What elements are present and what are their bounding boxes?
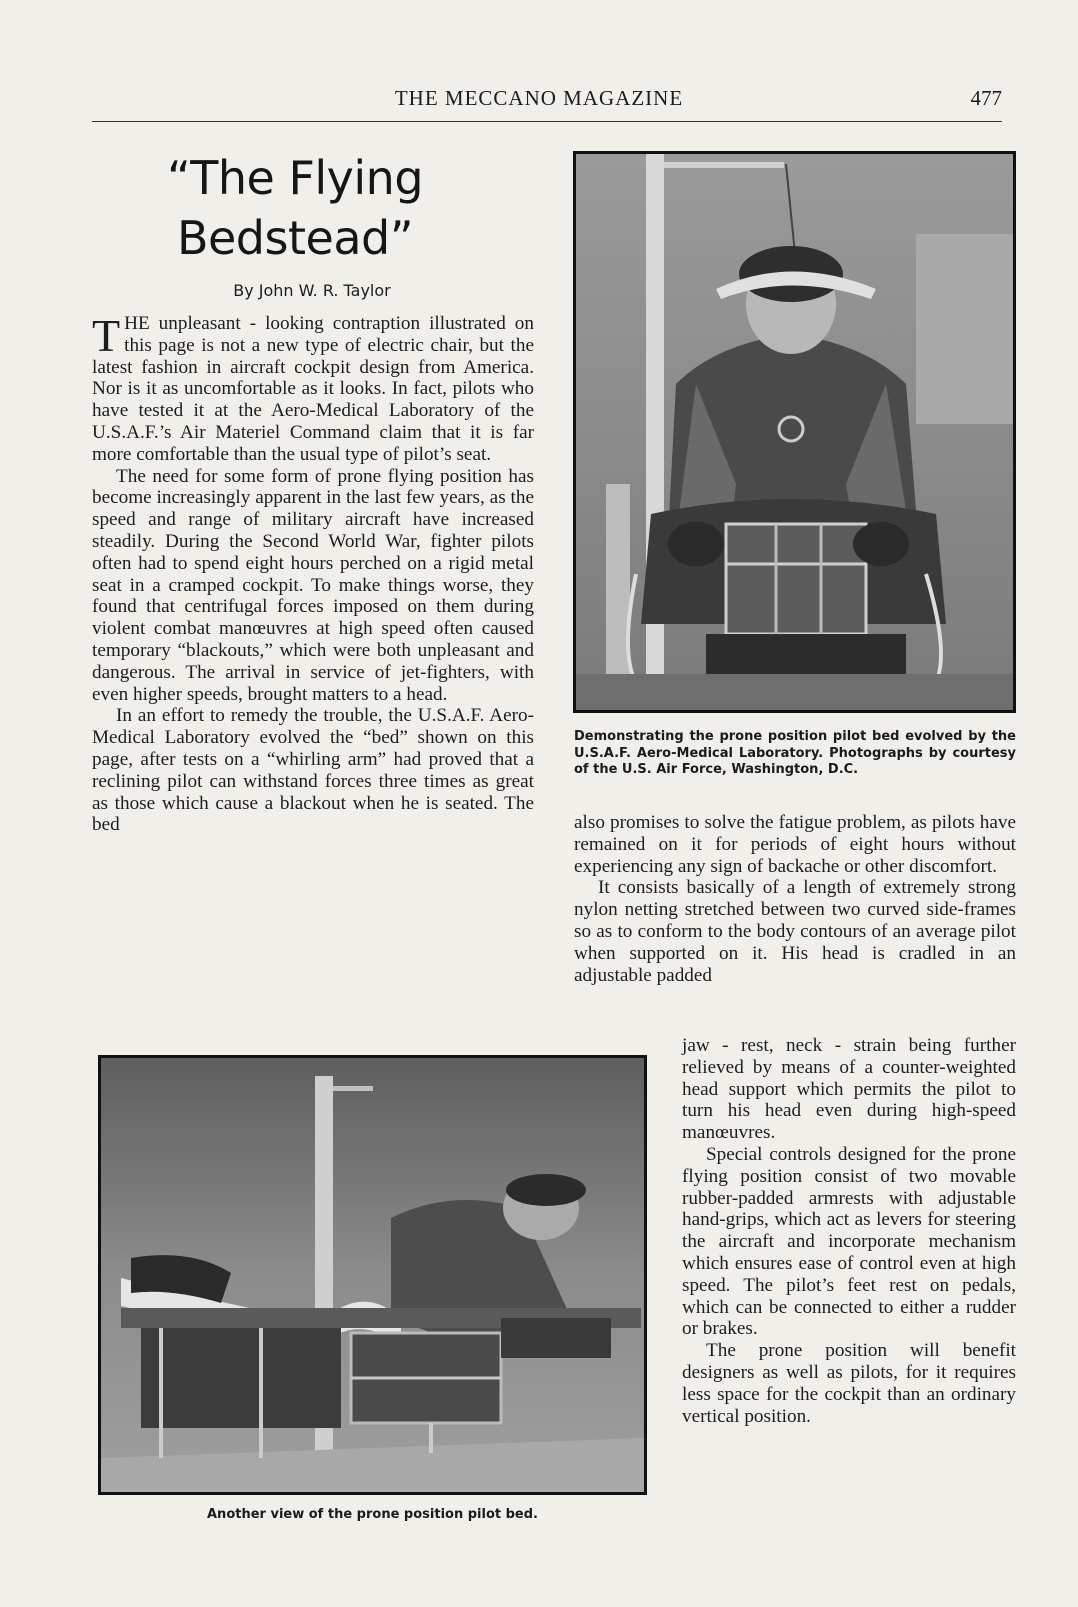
body-column-right-top	[574, 812, 1016, 986]
byline: By John W. R. Taylor	[233, 281, 391, 300]
photo-pilot-front-image	[576, 154, 1013, 710]
paragraph: It consists basically of a length of extremely strong nylon netting stretched between two curved side-frames so as to conform to the body contours of an average pilot when supported on it. His head is cradled in an adjustable padded	[574, 877, 1016, 986]
body-column-left	[92, 310, 534, 836]
header-rule	[92, 121, 1002, 122]
paragraph: jaw - rest, neck - strain being further relieved by means of a counter-weighted head support which permits the pilot to turn his head even during high-speed manœuvres.	[682, 1035, 1016, 1144]
photo-pilot-side-image	[101, 1058, 644, 1492]
photo-pilot-front-view	[573, 151, 1016, 713]
article-title	[130, 148, 460, 268]
photo-pilot-side-view	[98, 1055, 647, 1495]
page-number: 477	[970, 86, 1002, 110]
paragraph: Special controls designed for the prone flying position consist of two movable rubber-padded armrests with adjustable hand-grips, which act as levers for steering the aircraft and incorporate mechanism which ensures ease of control even at high speed. The pilot’s feet rest on pedals, which can be connected to either a rudder or brakes.	[682, 1143, 1016, 1340]
paragraph: THE unpleasant - looking contraption illustrated on this page is not a new type of electric chair, but the latest fashion in aircraft cockpit design from America. Nor is it as uncomfortable as it looks. In fact, pilots who have tested it at the Aero-Medical Laboratory of the U.S.A.F.’s Air Materiel Command claim that it is far more comfortable than the usual type of pilot’s seat.	[92, 310, 534, 465]
paragraph: The prone position will benefit designers as well as pilots, for it requires less space for the cockpit than an ordinary vertical position.	[682, 1340, 1016, 1427]
paragraph: In an effort to remedy the trouble, the U.S.A.F. Aero-Medical Laboratory evolved the “bed” shown on this page, after tests on a “whirling arm” had proved that a reclining pilot can withstand forces three times as great as those which cause a blackout when he is seated. The bed	[92, 705, 534, 836]
magazine-title: THE MECCANO MAGAZINE	[394, 86, 684, 110]
body-column-right-bottom	[682, 1035, 1016, 1427]
photo1-caption: Demonstrating the prone position pilot bed evolved by the U.S.A.F. Aero-Medical Laboratory. Photographs by courtesy of the U.S. Air Force, Washington, D.C.	[574, 729, 1016, 777]
photo2-caption: Another view of the prone position pilot bed.	[207, 1507, 538, 1522]
paragraph: also promises to solve the fatigue problem, as pilots have remained on it for periods of eight hours without experiencing any sign of backache or other discomfort.	[574, 812, 1016, 877]
article-title-line1: “The Flying	[166, 151, 424, 205]
paragraph: The need for some form of prone flying position has become increasingly apparent in the last few years, as the speed and range of military aircraft have increased steadily. During the Second World War, fighter pilots often had to spend eight hours perched on a rigid metal seat in a cramped cockpit. To make things worse, they found that centrifugal forces imposed on them during violent combat manœuvres at high speed often caused temporary “blackouts,” which were both unpleasant and dangerous. The arrival in service of jet-fighters, with even higher speeds, brought matters to a head.	[92, 465, 534, 705]
article-title-line2: Bedstead”	[176, 211, 414, 265]
